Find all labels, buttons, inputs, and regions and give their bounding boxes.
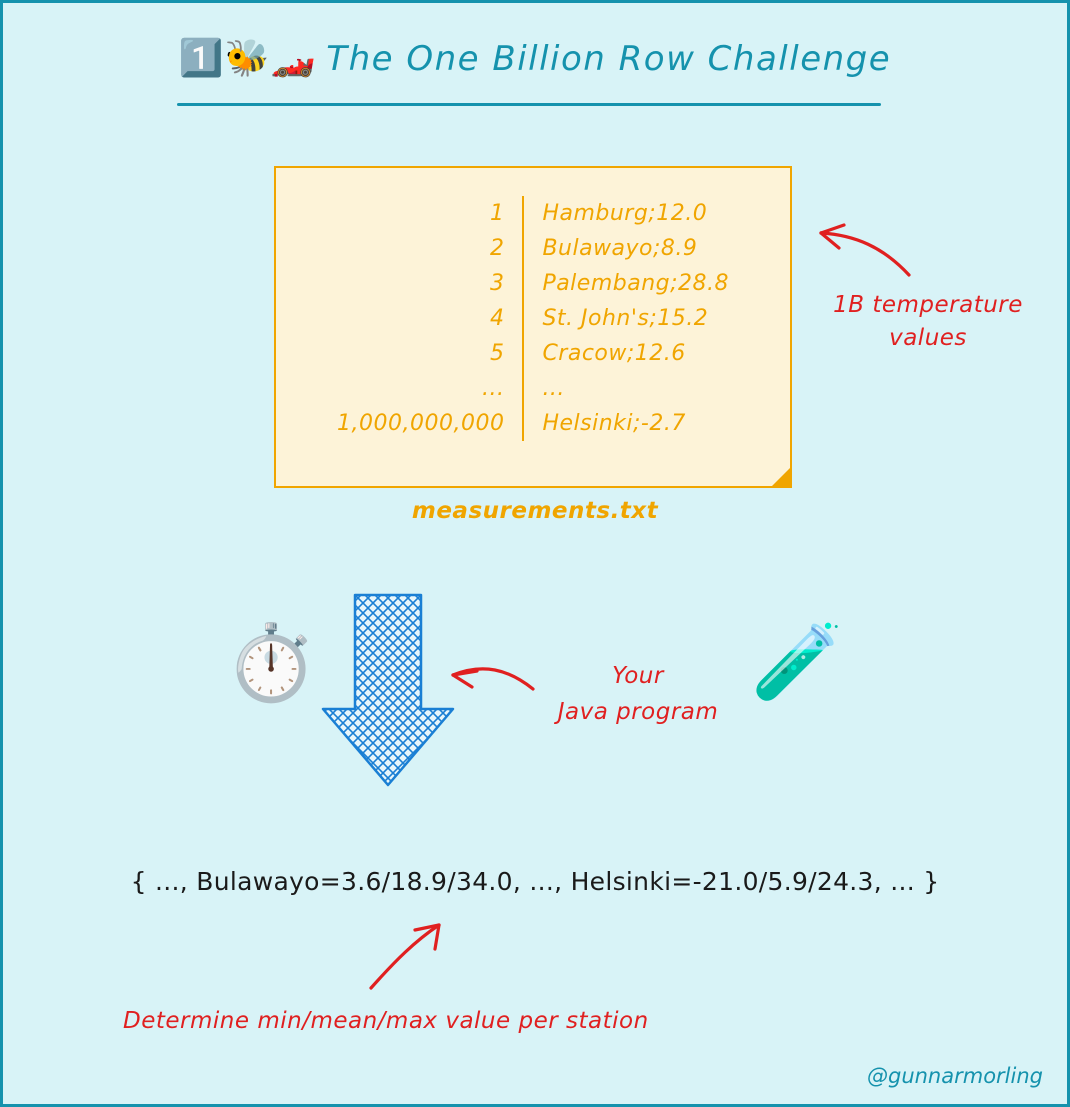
page-fold-corner: [770, 466, 792, 488]
file-row: Bulawayo;8.9: [542, 236, 698, 261]
arrow-to-file-card: [821, 225, 909, 275]
file-line-number: 3: [489, 271, 505, 296]
annotation-java-program-line1: Your: [612, 663, 664, 689]
annotation-temperature-values-line2: values: [889, 325, 967, 351]
file-row: ...: [542, 376, 565, 401]
file-line-number: 5: [489, 341, 505, 366]
file-name-caption: measurements.txt: [411, 498, 659, 524]
arrow-to-program: [453, 669, 533, 689]
file-line-number: ...: [481, 376, 505, 401]
annotation-temperature-values-line1: 1B temperature: [833, 292, 1023, 318]
annotation-java-program: [523, 658, 753, 730]
file-line-number: 2: [489, 236, 505, 261]
file-row: Cracow;12.6: [542, 341, 686, 366]
file-row: Palembang;28.8: [542, 271, 730, 296]
annotation-java-program-line2: Java program: [557, 699, 719, 725]
file-table: [337, 196, 729, 441]
title-row: [3, 39, 1067, 79]
result-output-text: { ..., Bulawayo=3.6/18.9/34.0, ..., Helsinki=-21.0/5.9/24.3, ... }: [130, 867, 940, 896]
file-content: [276, 196, 790, 441]
test-tube-icon: 🧪: [751, 619, 844, 705]
file-line-number-column: [337, 196, 524, 441]
file-row: St. John's;15.2: [542, 306, 709, 331]
file-line-number: 1: [489, 201, 505, 226]
file-row: Hamburg;12.0: [542, 201, 708, 226]
file-value-column: [524, 196, 729, 441]
file-line-number: 4: [489, 306, 505, 331]
page-title: The One Billion Row Challenge: [326, 39, 892, 79]
stopwatch-icon: ⏱️: [225, 620, 318, 706]
arrow-to-result: [371, 925, 439, 988]
file-row: Helsinki;-2.7: [542, 411, 686, 436]
file-line-number: 1,000,000,000: [336, 411, 505, 436]
annotation-determine: Determine min/mean/max value per station: [123, 1008, 649, 1034]
measurements-file-card: [274, 166, 792, 488]
down-arrow-icon: [323, 595, 453, 785]
title-underline: [177, 103, 881, 106]
annotation-temperature-values: [803, 289, 1053, 355]
title-emoji-icons: 1️⃣🐝🏎️: [178, 38, 317, 79]
author-handle: @gunnarmorling: [866, 1064, 1043, 1088]
